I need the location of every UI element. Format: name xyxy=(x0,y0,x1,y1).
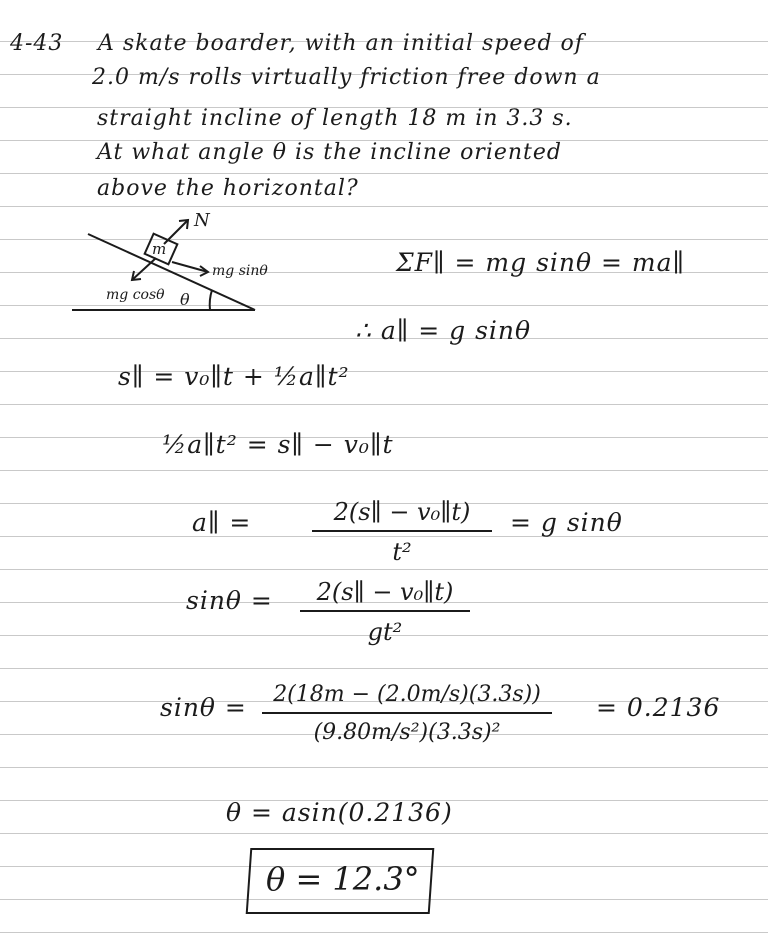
problem-line-4: At what angle θ is the incline oriented xyxy=(97,140,562,165)
substitution-denominator: (9.80m/s²)(3.3s)² xyxy=(313,720,501,745)
a-parallel-numerator: 2(s∥ − v₀∥t) xyxy=(333,498,471,526)
perp-label: mg cosθ xyxy=(106,287,165,303)
substitution-numerator: 2(18m − (2.0m/s)(3.3s)) xyxy=(273,682,541,707)
sin-theta-lhs: sinθ = xyxy=(186,586,273,615)
a-parallel-denominator: t² xyxy=(392,538,412,566)
fraction-bar xyxy=(300,610,470,612)
sin-theta-numerator: 2(s∥ − v₀∥t) xyxy=(316,578,454,606)
problem-number: 4-43 xyxy=(10,31,64,56)
force-equation: ΣF∥ = mg sinθ = ma∥ xyxy=(396,248,686,277)
perp-arrow xyxy=(132,258,156,280)
final-answer: θ = 12.3° xyxy=(266,860,420,898)
theta-asin: θ = asin(0.2136) xyxy=(226,798,453,827)
problem-line-3: straight incline of length 18 m in 3.3 s. xyxy=(97,106,573,131)
mass-label: m xyxy=(152,240,167,258)
substitution-lhs: sinθ = xyxy=(160,693,247,722)
problem-line-1: A skate boarder, with an initial speed of xyxy=(98,31,584,56)
a-parallel-rhs: = g sinθ xyxy=(510,508,623,537)
a-parallel-lhs: a∥ = xyxy=(192,508,252,537)
problem-line-2: 2.0 m/s rolls virtually friction free down a xyxy=(92,65,601,90)
angle-label: θ xyxy=(180,290,190,309)
angle-arc xyxy=(210,290,212,310)
sin-theta-fraction xyxy=(300,580,470,644)
fraction-bar xyxy=(312,530,492,532)
sin-theta-denominator: gt² xyxy=(367,618,403,646)
problem-line-5: above the horizontal? xyxy=(97,176,359,201)
substitution-result: = 0.2136 xyxy=(596,693,721,722)
fraction-bar xyxy=(262,712,552,714)
substitution-fraction xyxy=(262,684,552,744)
a-parallel-fraction xyxy=(312,500,492,564)
incline-diagram xyxy=(60,208,360,318)
rearranged-equation: ½a∥t² = s∥ − v₀∥t xyxy=(162,430,394,459)
kinematics-equation: s∥ = v₀∥t + ½a∥t² xyxy=(118,362,350,391)
parallel-label: mg sinθ xyxy=(212,263,268,279)
normal-arrow xyxy=(164,220,188,244)
acceleration-equation: ∴ a∥ = g sinθ xyxy=(355,316,532,345)
normal-label: N xyxy=(194,210,210,231)
